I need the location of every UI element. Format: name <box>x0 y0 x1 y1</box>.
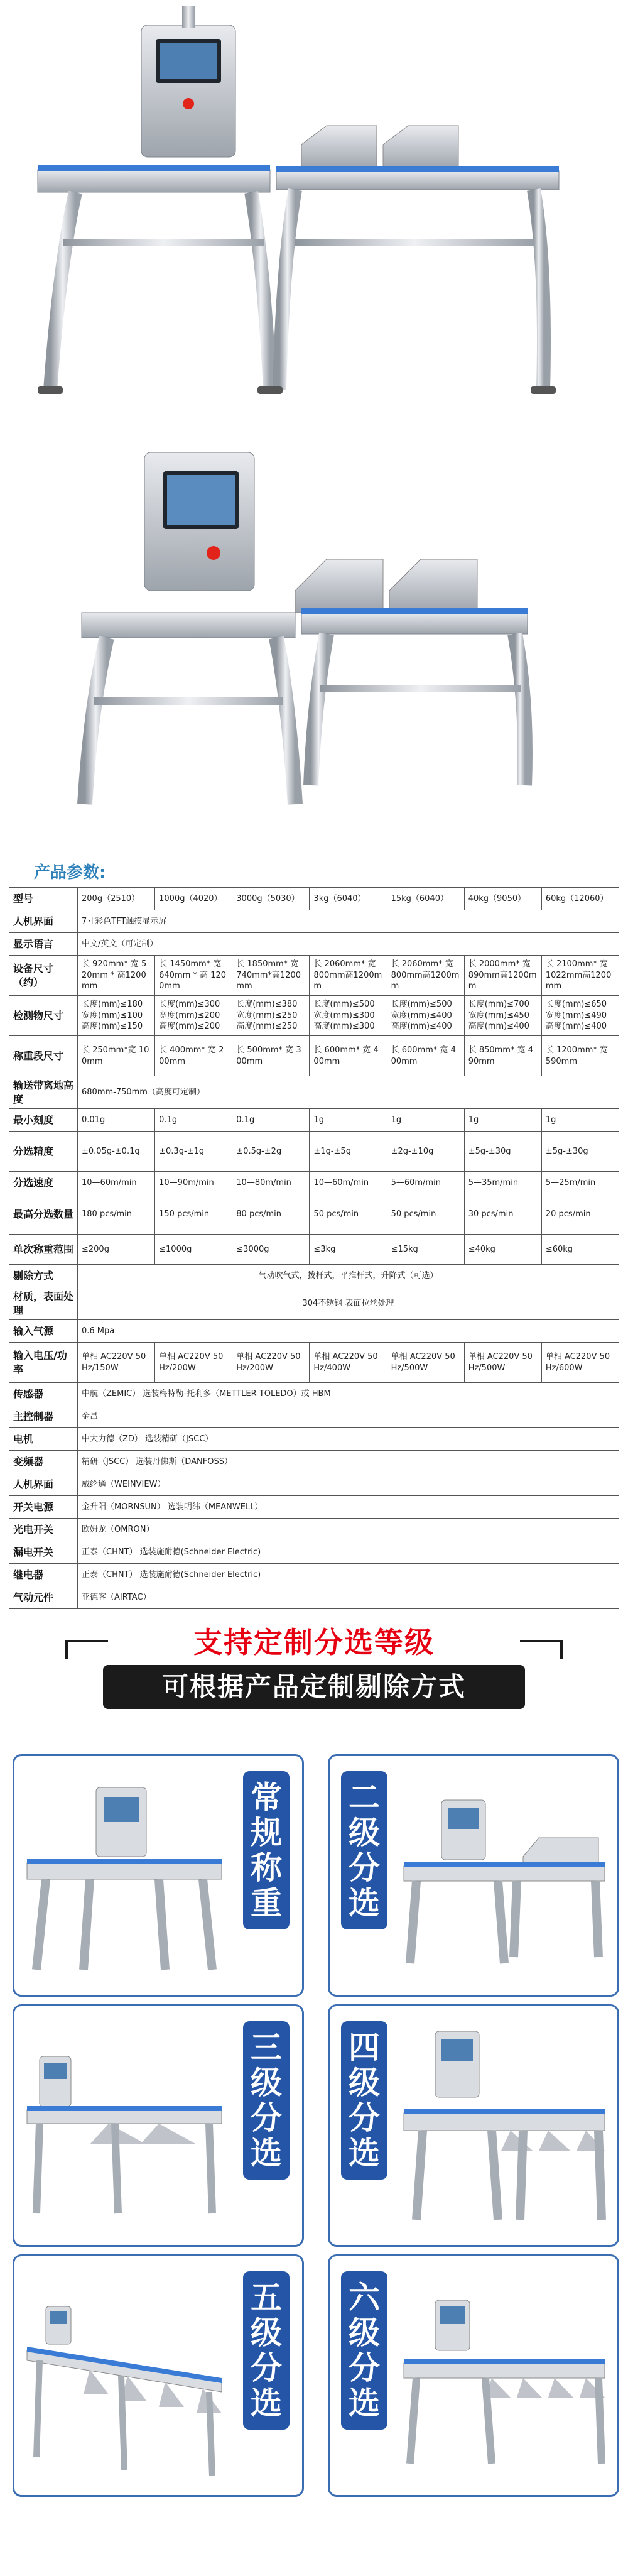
spec-cell: 1g <box>464 1109 541 1132</box>
spec-row-label: 设备尺寸（约） <box>9 956 78 996</box>
spec-cell: 5—25m/min <box>541 1172 619 1194</box>
grade-card-5 <box>13 2254 304 2497</box>
banner-bracket-right <box>520 1640 563 1659</box>
spec-row <box>9 1405 619 1428</box>
spec-row <box>9 1473 619 1496</box>
spec-cell: 长 2060mm* 宽 800mm高1200mm <box>387 956 464 996</box>
spec-cell: 长度(mm)≤300 宽度(mm)≤200 高度(mm)≤200 <box>155 996 232 1036</box>
spec-row-label: 材质，表面处理 <box>9 1287 78 1320</box>
spec-cell: 长 1200mm* 宽 590mm <box>541 1036 619 1076</box>
spec-row-label: 最小刻度 <box>9 1109 78 1132</box>
spec-cell: 长 2000mm* 宽 890mm高1200mm <box>464 956 541 996</box>
spec-row-label: 开关电源 <box>9 1496 78 1519</box>
spec-row <box>9 1132 619 1172</box>
customization-banner <box>65 1620 563 1714</box>
spec-cell: 长 1450mm* 宽 640mm * 高 1200mm <box>155 956 232 996</box>
spec-cell: 1g <box>541 1109 619 1132</box>
spec-row <box>9 1036 619 1076</box>
spec-cell: 长 400mm* 宽 200mm <box>155 1036 232 1076</box>
spec-cell-span: 7寸彩色TFT触摸显示屏 <box>78 910 619 933</box>
spec-row <box>9 1109 619 1132</box>
spec-cell: 10—80m/min <box>232 1172 310 1194</box>
spec-cell: 单相 AC220V 50Hz/150W <box>78 1343 155 1383</box>
spec-row <box>9 1519 619 1541</box>
spec-cell: ±5g-±30g <box>541 1132 619 1172</box>
spec-cell: ≤1000g <box>155 1235 232 1265</box>
spec-cell: ±5g-±30g <box>464 1132 541 1172</box>
spec-row <box>9 956 619 996</box>
spec-row <box>9 1451 619 1473</box>
spec-cell-span: 亚德客（AIRTAC） <box>78 1586 619 1609</box>
spec-row-label: 漏电开关 <box>9 1541 78 1564</box>
spec-row-label: 最高分选数量 <box>9 1194 78 1235</box>
spec-table-body <box>9 888 619 1609</box>
spec-row-label: 输送带离地高度 <box>9 1076 78 1109</box>
spec-row <box>9 888 619 910</box>
grade-card-6 <box>328 2254 619 2497</box>
spec-row <box>9 1564 619 1586</box>
spec-cell: 0.1g <box>232 1109 310 1132</box>
grade-6-photo <box>398 2269 611 2482</box>
spec-cell: 长 850mm* 宽 490mm <box>464 1036 541 1076</box>
spec-row-label: 变频器 <box>9 1451 78 1473</box>
spec-cell-span: 正泰（CHNT） 选装施耐德(Schneider Electric) <box>78 1564 619 1586</box>
checkweigher-photo-angle <box>0 434 628 836</box>
spec-row <box>9 1496 619 1519</box>
grade-label-3: 三级分选 <box>243 2021 290 2180</box>
spec-cell: ±0.05g-±0.1g <box>78 1132 155 1172</box>
spec-table-wrap <box>9 887 619 1609</box>
spec-cell-span: 欧姆龙（OMRON） <box>78 1519 619 1541</box>
grade-label-2: 二级分选 <box>341 1771 387 1929</box>
spec-cell: 1g <box>387 1109 464 1132</box>
spec-cell: 长度(mm)≤700 宽度(mm)≤450 高度(mm)≤400 <box>464 996 541 1036</box>
banner-headline: 支持定制分选等级 <box>193 1625 435 1659</box>
spec-cell: ±1g-±5g <box>310 1132 387 1172</box>
spec-cell: 60kg（12060） <box>541 888 619 910</box>
spec-cell: 10—60m/min <box>310 1172 387 1194</box>
spec-cell: ≤40kg <box>464 1235 541 1265</box>
spec-row-label: 人机界面 <box>9 910 78 933</box>
grade-card-3 <box>13 2004 304 2247</box>
spec-table <box>9 887 619 1609</box>
spec-cell: 5—60m/min <box>387 1172 464 1194</box>
spec-cell: 长 1850mm* 宽 740mm*高1200mm <box>232 956 310 996</box>
spec-cell: 长度(mm)≤500 宽度(mm)≤400 高度(mm)≤400 <box>387 996 464 1036</box>
spec-cell-span: 威纶通（WEINVIEW） <box>78 1473 619 1496</box>
spec-cell: 长度(mm)≤650 宽度(mm)≤490 高度(mm)≤400 <box>541 996 619 1036</box>
spec-row <box>9 1287 619 1320</box>
spec-cell: 80 pcs/min <box>232 1194 310 1235</box>
spec-cell-span: 金升阳（MORNSUN） 选装明纬（MEANWELL） <box>78 1496 619 1519</box>
spec-row <box>9 1194 619 1235</box>
spec-row <box>9 1320 619 1343</box>
spec-row <box>9 933 619 956</box>
spec-cell: 10—90m/min <box>155 1172 232 1194</box>
spec-cell: 3kg（6040） <box>310 888 387 910</box>
spec-cell: ±2g-±10g <box>387 1132 464 1172</box>
spec-cell: 50 pcs/min <box>310 1194 387 1235</box>
spec-cell: 单相 AC220V 50Hz/200W <box>155 1343 232 1383</box>
spec-row-label: 气动元件 <box>9 1586 78 1609</box>
spec-cell: 长 250mm*宽 100mm <box>78 1036 155 1076</box>
product-photo-main <box>0 0 628 434</box>
spec-row <box>9 1076 619 1109</box>
spec-cell-span: 精研（JSCC） 选装丹佛斯（DANFOSS） <box>78 1451 619 1473</box>
spec-row <box>9 1541 619 1564</box>
spec-row <box>9 1383 619 1405</box>
spec-cell: 长 2100mm* 宽 1022mm高1200mm <box>541 956 619 996</box>
spec-row-label: 光电开关 <box>9 1519 78 1541</box>
spec-cell: 单相 AC220V 50Hz/500W <box>387 1343 464 1383</box>
spec-cell: 长度(mm)≤500 宽度(mm)≤300 高度(mm)≤300 <box>310 996 387 1036</box>
grade-1-photo <box>21 1769 228 1982</box>
grade-label-6: 六级分选 <box>341 2271 387 2430</box>
spec-row <box>9 1343 619 1383</box>
spec-cell: 10—60m/min <box>78 1172 155 1194</box>
spec-cell-span: 金昌 <box>78 1405 619 1428</box>
spec-cell: 180 pcs/min <box>78 1194 155 1235</box>
spec-cell: 3000g（5030） <box>232 888 310 910</box>
spec-cell: 0.01g <box>78 1109 155 1132</box>
spec-row-label: 人机界面 <box>9 1473 78 1496</box>
spec-row-label: 检测物尺寸 <box>9 996 78 1036</box>
spec-row-label: 传感器 <box>9 1383 78 1405</box>
grade-label-4: 四级分选 <box>341 2021 387 2180</box>
spec-cell: ±0.3g-±1g <box>155 1132 232 1172</box>
spec-row <box>9 1586 619 1609</box>
spec-cell: 15kg（6040） <box>387 888 464 910</box>
spec-row <box>9 910 619 933</box>
spec-cell: 长度(mm)≤180 宽度(mm)≤100 高度(mm)≤150 <box>78 996 155 1036</box>
spec-cell-span: 0.6 Mpa <box>78 1320 619 1343</box>
spec-row-label: 继电器 <box>9 1564 78 1586</box>
spec-cell: 单相 AC220V 50Hz/500W <box>464 1343 541 1383</box>
grade-card-4 <box>328 2004 619 2247</box>
banner-subline: 可根据产品定制剔除方式 <box>103 1665 525 1709</box>
spec-row-label: 型号 <box>9 888 78 910</box>
spec-cell: 长 600mm* 宽 400mm <box>387 1036 464 1076</box>
spec-row-label: 分选精度 <box>9 1132 78 1172</box>
spec-row-label: 输入电压/功率 <box>9 1343 78 1383</box>
spec-cell: ≤3kg <box>310 1235 387 1265</box>
spec-cell: ≤3000g <box>232 1235 310 1265</box>
grade-card-1 <box>13 1754 304 1997</box>
grade-label-5: 五级分选 <box>243 2271 290 2430</box>
spec-cell: 20 pcs/min <box>541 1194 619 1235</box>
spec-cell: 长 2060mm* 宽 800mm高1200mm <box>310 956 387 996</box>
spec-row-label: 称重段尺寸 <box>9 1036 78 1076</box>
spec-cell: ±0.5g-±2g <box>232 1132 310 1172</box>
spec-cell: ≤60kg <box>541 1235 619 1265</box>
spec-cell-span: 气动吹气式，拨杆式，平推杆式，升降式（可选） <box>78 1265 619 1287</box>
section-title: 产品参数: <box>34 863 106 882</box>
spec-cell: 200g（2510） <box>78 888 155 910</box>
spec-cell-span: 680mm-750mm（高度可定制） <box>78 1076 619 1109</box>
checkweigher-photo <box>0 0 628 434</box>
spec-row-label: 输入气源 <box>9 1320 78 1343</box>
spec-cell: 长度(mm)≤380 宽度(mm)≤250 高度(mm)≤250 <box>232 996 310 1036</box>
spec-cell: 5—35m/min <box>464 1172 541 1194</box>
spec-cell: 单相 AC220V 50Hz/400W <box>310 1343 387 1383</box>
grade-label-1: 常规称重 <box>243 1771 290 1929</box>
grade-3-photo <box>21 2019 228 2232</box>
grade-5-photo <box>21 2269 228 2482</box>
spec-cell-span: 正泰（CHNT） 选装施耐德(Schneider Electric) <box>78 1541 619 1564</box>
spec-cell: 长 600mm* 宽 400mm <box>310 1036 387 1076</box>
spec-cell: 单相 AC220V 50Hz/200W <box>232 1343 310 1383</box>
spec-row-label: 分选速度 <box>9 1172 78 1194</box>
spec-cell-span: 中航（ZEMIC） 选装梅特勒-托利多（METTLER TOLEDO）或 HBM <box>78 1383 619 1405</box>
spec-row-label: 剔除方式 <box>9 1265 78 1287</box>
spec-cell: ≤200g <box>78 1235 155 1265</box>
spec-cell: 40kg（9050） <box>464 888 541 910</box>
spec-cell: 长 500mm* 宽 300mm <box>232 1036 310 1076</box>
banner-bracket-left <box>65 1640 108 1659</box>
spec-cell: 50 pcs/min <box>387 1194 464 1235</box>
grade-card-2 <box>328 1754 619 1997</box>
grade-4-photo <box>398 2019 611 2232</box>
spec-row <box>9 1428 619 1451</box>
spec-row-label: 电机 <box>9 1428 78 1451</box>
spec-row <box>9 1235 619 1265</box>
spec-row-label: 主控制器 <box>9 1405 78 1428</box>
spec-row-label: 单次称重范围 <box>9 1235 78 1265</box>
spec-row <box>9 1172 619 1194</box>
spec-cell: 1g <box>310 1109 387 1132</box>
grade-2-photo <box>398 1769 611 1982</box>
spec-cell-span: 中文/英文（可定制） <box>78 933 619 956</box>
spec-cell-span: 中大力德（ZD） 选装精研（JSCC） <box>78 1428 619 1451</box>
spec-row-label: 显示语言 <box>9 933 78 956</box>
spec-cell-span: 304不锈钢 表面拉丝处理 <box>78 1287 619 1320</box>
spec-cell: 单相 AC220V 50Hz/600W <box>541 1343 619 1383</box>
spec-cell: 150 pcs/min <box>155 1194 232 1235</box>
spec-cell: 30 pcs/min <box>464 1194 541 1235</box>
spec-cell: 0.1g <box>155 1109 232 1132</box>
spec-cell: ≤15kg <box>387 1235 464 1265</box>
spec-cell: 1000g（4020） <box>155 888 232 910</box>
spec-cell: 长 920mm* 宽 520mm * 高1200mm <box>78 956 155 996</box>
spec-row <box>9 996 619 1036</box>
spec-row <box>9 1265 619 1287</box>
product-photo-angle <box>0 434 628 836</box>
